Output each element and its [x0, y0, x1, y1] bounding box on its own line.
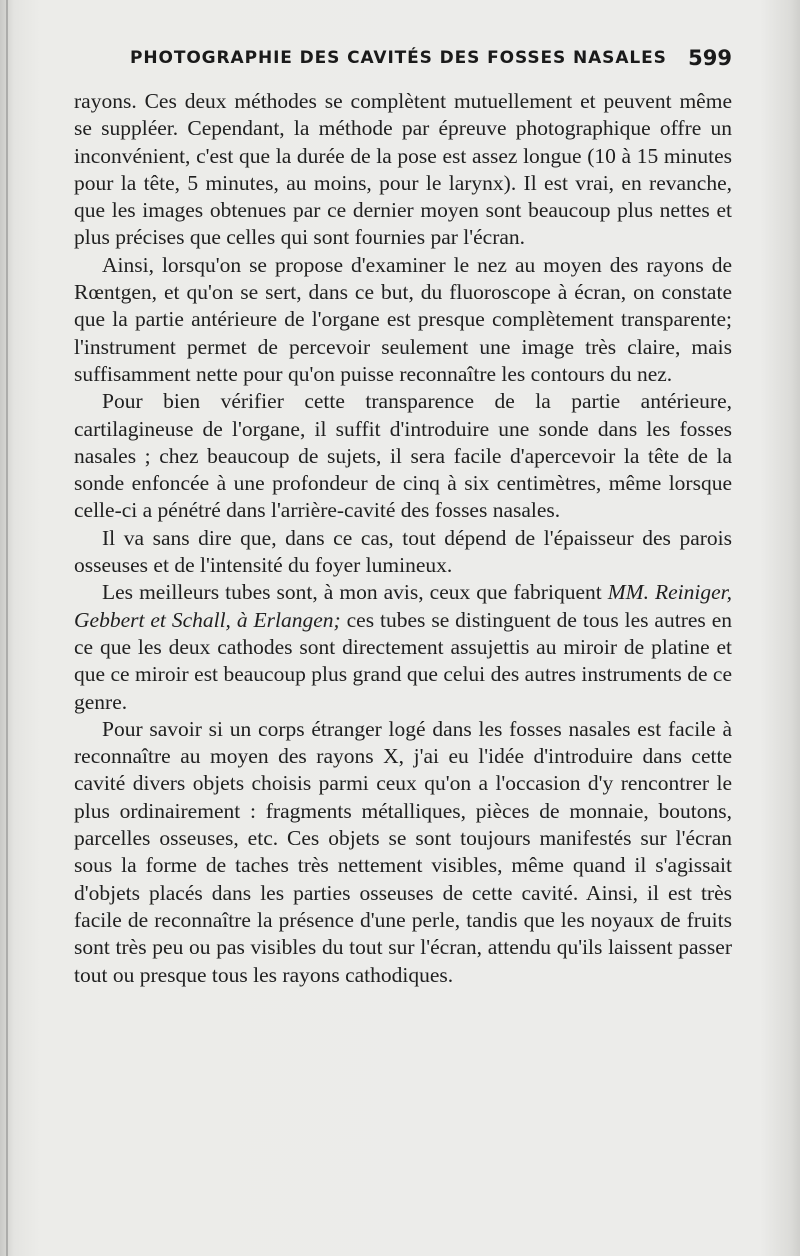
- running-title: PHOTOGRAPHIE DES CAVITÉS DES FOSSES NASALES: [130, 48, 667, 68]
- tubes-text-after: ces tubes se distinguent de tous les autres en ce que les deux cathodes sont directement assujettis au miroir de platine et que ce miroir est beaucoup plus grand que celui des autres instruments de ce genre.: [74, 607, 732, 714]
- paragraph-continuation: rayons. Ces deux méthodes se complètent mutuellement et peuvent même se suppléer. Cependant, la méthode par épreuve photographique offre un inconvénient, c'est que la durée de la pose est assez longue (10 à 15 minutes pour la tête, 5 minutes, au moins, pour le larynx). Il est vrai, en revanche, que les images obtenues par ce dernier moyen sont beaucoup plus nettes et plus précises que celles qui sont fournies par l'écran.: [74, 89, 732, 250]
- page-number: 599: [688, 46, 732, 70]
- paragraph-corps-etranger: Pour savoir si un corps étranger logé dans les fosses nasales est facile à reconnaître au moyen des rayons X, j'ai eu l'idée d'introduire dans cette cavité divers objets choisis parmi ceux qu'on a l'occasion d'y rencontrer le plus ordinairement : fragments métalliques, pièces de monnaie, boutons, parcelles osseuses, etc. Ces objets se sont toujours manifestés sur l'écran sous la forme de taches très nettement visibles, même quand il s'agissait d'objets placés dans les parties osseuses de cette cavité. Ainsi, il est très facile de reconnaître la présence d'une perle, tandis que les noyaux de fruits sont très peu ou pas visibles du tout sur l'écran, attendu qu'ils laissent passer tout ou presque tous les rayons cathodiques.: [74, 716, 732, 987]
- binding-gutter: [6, 0, 8, 1256]
- paragraph-tubes: [74, 579, 732, 715]
- paragraph-epaisseur: Il va sans dire que, dans ce cas, tout dépend de l'épaisseur des parois osseuses et de l'intensité du foyer lumineux.: [74, 525, 732, 578]
- body-text: [74, 88, 732, 989]
- page-header: [72, 46, 732, 72]
- paragraph-fluoroscope: Ainsi, lorsqu'on se propose d'examiner le nez au moyen des rayons de Rœntgen, et qu'on se sert, dans ce but, du fluoroscope à écran, on constate que la partie antérieure de l'organe est presque complètement transparente; l'instrument permet de percevoir seulement une image très claire, mais suffisamment nette pour qu'on puisse reconnaître les contours du nez.: [74, 252, 732, 386]
- manufacturer-name: MM. Reiniger, Gebbert et Schall, à Erlangen;: [74, 580, 733, 632]
- tubes-text-before: Les meilleurs tubes sont, à mon avis, ceux que fabriquent: [102, 580, 608, 605]
- paragraph-sonde: Pour bien vérifier cette transparence de la partie antérieure, cartilagineuse de l'organe, il suffit d'introduire une sonde dans les fosses nasales ; chez beaucoup de sujets, il sera facile d'apercevoir la tête de la sonde enfoncée à une profondeur de cinq à six centimètres, même lorsque celle-ci a pénétré dans l'arrière-cavité des fosses nasales.: [74, 389, 732, 523]
